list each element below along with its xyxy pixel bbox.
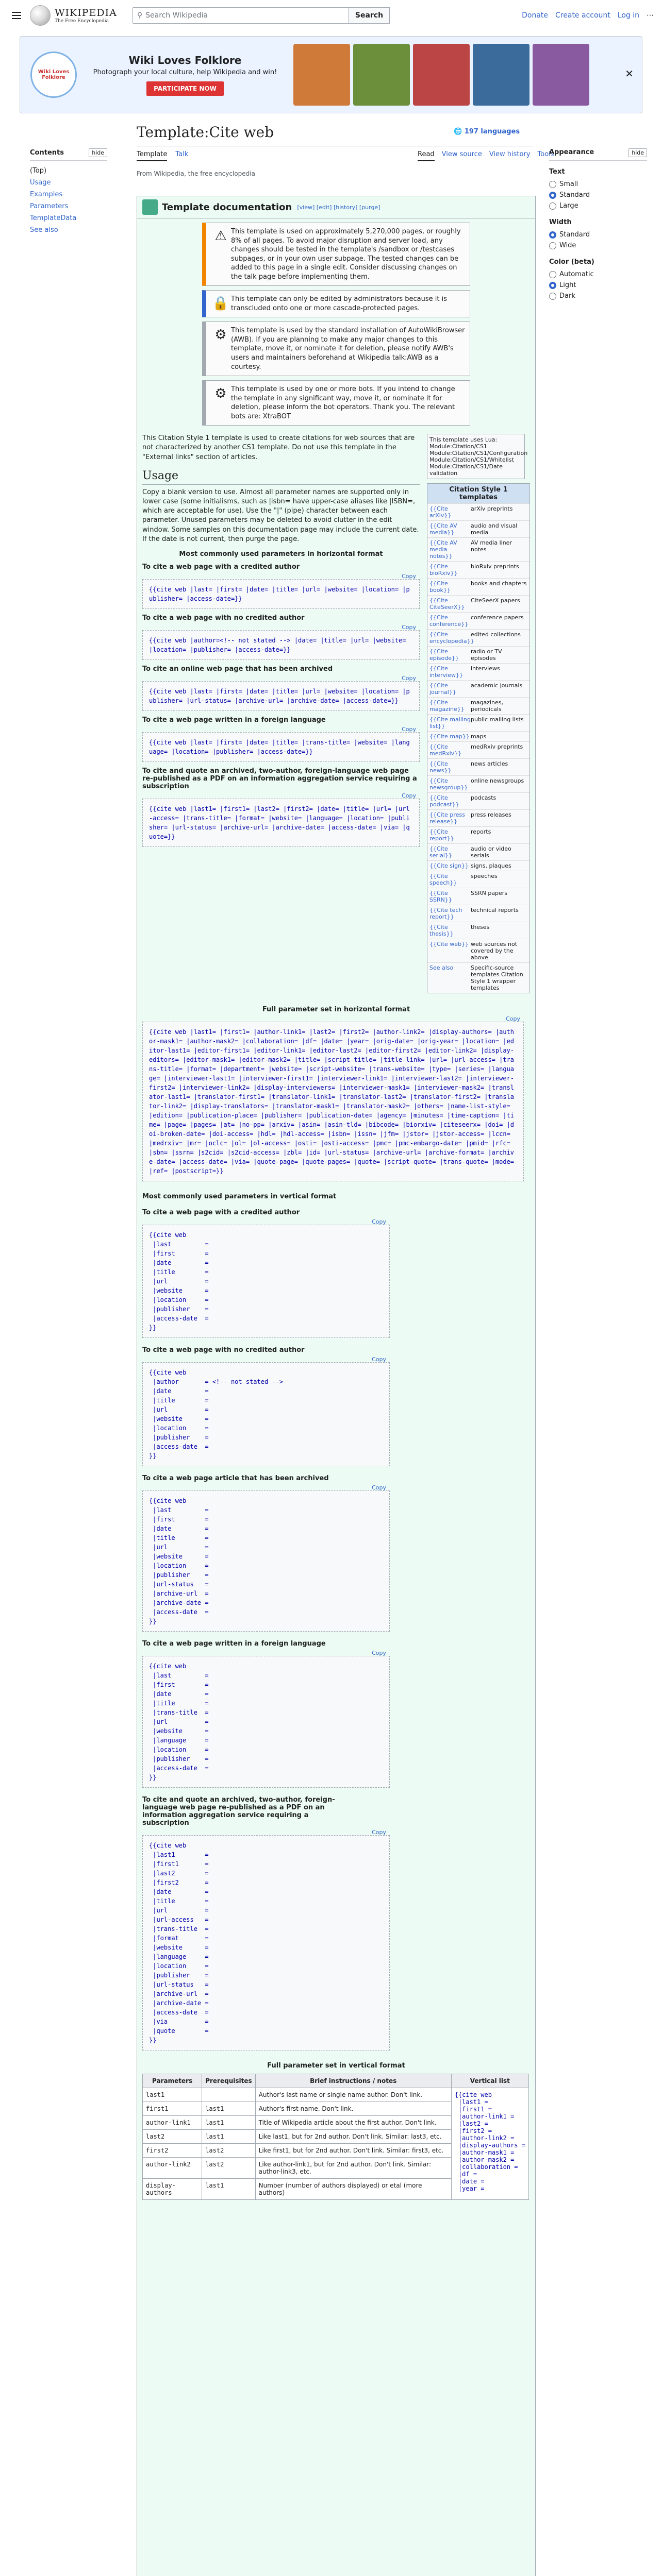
navbox-row (427, 537, 529, 561)
documentation-icon (142, 199, 158, 215)
code-vertical[interactable]: Copy {{cite web |last = |first = |date = |title = |url = |website = |location = |publisher = |url-status = |archive-url = |archive-date = |access-date = }} (142, 1490, 390, 1632)
language-count: 197 languages (464, 128, 520, 135)
code-vertical[interactable]: Copy {{cite web |last = |first = |date = |title = |trans-title = |url = |website = |language = |location = |publisher = |access-date = }} (142, 1656, 390, 1788)
navbox-description: online newsgroups (471, 777, 524, 785)
navbox-row (427, 888, 529, 905)
table-cell: display-authors (143, 2179, 202, 2200)
navbox-description: edited collections (471, 631, 521, 638)
table-cell: author-link2 (143, 2158, 202, 2179)
code-example[interactable]: Copy {{cite web |last= |first= |date= |title= |url= |website= |location= |publisher= |access-date=}} (142, 579, 420, 609)
navbox-description: bioRxiv preprints (471, 563, 519, 570)
navbox-row (427, 871, 529, 888)
table-cell: last2 (202, 2144, 255, 2158)
navbox-row (427, 646, 529, 663)
navbox-description: podcasts (471, 794, 496, 802)
code-example[interactable]: Copy {{cite web |last= |first= |date= |title= |trans-title= |website= |language= |location= |publisher= |access-date=}} (142, 732, 420, 762)
radio-text-large[interactable]: Large (549, 200, 647, 211)
navbox-template-link[interactable]: {{Cite mailing list}} (429, 716, 471, 730)
navbox-template-link[interactable]: {{Cite CiteSeerX}} (429, 597, 465, 611)
navbox-row (427, 758, 529, 775)
banner-subtitle: Photograph your local culture, help Wikipedia and win! (93, 68, 277, 76)
navbox-template-link[interactable]: See also (429, 964, 454, 972)
navbox-description: press releases (471, 811, 511, 819)
navbox-description: SSRN papers (471, 890, 508, 897)
intro-text: This Citation Style 1 template is used to create citations for web sources that are not characterized by another CS1 template. Do not use this template in the "External links" section of articles. (142, 434, 415, 461)
table-cell: last1 (202, 2116, 255, 2130)
more-options-icon[interactable]: ⋯ (647, 11, 654, 20)
navbox-description: reports (471, 828, 491, 836)
logo-tagline: The Free Encyclopedia (55, 19, 109, 24)
navbox-row (427, 741, 529, 758)
toc-item-parameters[interactable]: Parameters (30, 202, 69, 210)
radio-color-light[interactable]: Light (549, 280, 647, 291)
navbox-row (427, 792, 529, 809)
protection-notice: 🔒 This template can only be edited by administrators because it is transcluded onto one or more cascade-protected pages. (202, 290, 470, 317)
text-size-label: Text (549, 168, 565, 176)
navbox-row (427, 612, 529, 629)
code-example[interactable]: Copy {{cite web |author=<!-- not stated --> |date= |title= |url= |website= |location= |publisher= |access-date=}} (142, 630, 420, 660)
code-example[interactable]: Copy {{cite web |last1= |first1= |last2= |first2= |date= |title= |url= |url-access= |trans-title= |format= |website= |language= |location= |publisher= |url-status= |archive-url= |archive-date= |access-date= |via= |quote=}} (142, 799, 420, 847)
navbox-row (427, 578, 529, 595)
search-button[interactable]: Search (349, 7, 390, 24)
navbox-description: arXiv preprints (471, 505, 513, 513)
navbox-template-link[interactable]: {{Cite encyclopedia}} (429, 631, 474, 645)
code-vertical[interactable]: Copy {{cite web |last1 = |first1 = |last2 = |first2 = |date = |title = |url = |url-access = |trans-title = |format = |website = |language = |location = |publisher = |url-status = |archive-url = |archive-date = |access-date = |via = |quote = }} (142, 1835, 390, 2050)
navbox-row (427, 939, 529, 962)
parameters-table (142, 2074, 529, 2200)
navbox-description: radio or TV episodes (471, 648, 502, 662)
globe-icon (30, 5, 51, 26)
vertical-list-cell[interactable]: {{cite web |last1 = |first1 = |author-link1 = |last2 = |first2 = |author-link2 = |display-authors = |author-mask1 = |author-mask2 = |collaboration = |df = |date = |year = (451, 2088, 528, 2200)
navbox-row (427, 697, 529, 714)
navbox-row (427, 905, 529, 922)
awb-notice: ⚙ This template is used by the standard installation of AutoWikiBrowser (AWB). If you are planning to make any major changes to this template, move it, or nominate it for deletion, please notify AWB's users and maintainers beforehand at Wikipedia talk:AWB as a courtesy. (202, 321, 470, 376)
navbox-template-link[interactable]: {{Cite sign}} (429, 862, 469, 870)
navbox-template-link[interactable]: {{Cite journal}} (429, 682, 456, 696)
navbox-description: technical reports (471, 907, 519, 914)
example-heading: To cite a web page with a credited author (142, 563, 300, 571)
usage-heading: Usage (142, 469, 420, 485)
navbox-row (427, 629, 529, 646)
width-label: Width (549, 218, 572, 226)
table-cell: last1 (202, 2179, 255, 2200)
radio-color-automatic[interactable]: Automatic (549, 269, 647, 280)
participate-button[interactable]: PARTICIPATE NOW (146, 81, 224, 96)
table-header: Prerequisites (202, 2074, 255, 2088)
table-cell: Number (number of authors displayed) or etal (more authors) (255, 2179, 451, 2200)
namespace-tabs (137, 150, 188, 161)
navbox-row (427, 962, 529, 993)
navbox-template-link[interactable]: {{Cite press release}} (429, 811, 465, 825)
main-menu-button[interactable] (8, 7, 25, 24)
navbox-description: CiteSeerX papers (471, 597, 520, 604)
navbox-row (427, 503, 529, 520)
example-heading: To cite an online web page that has been archived (142, 665, 333, 673)
bot-notice: ⚙ This template is used by one or more bots. If you intend to change the template in any significant way, move it, or nominate it for deletion, please inform the bot operators. Thank you. The relevant bots are: XtraBOT (202, 380, 470, 426)
table-cell: last2 (143, 2130, 202, 2144)
navbox-template-link[interactable]: {{Cite map}} (429, 733, 470, 740)
usage-text: Copy a blank version to use. Almost all parameter names are supported only in lower case (some initialisms, such as |isbn= have upper-case aliases like |ISBN=, which are acceptable for use). Use the "|" (pipe) character between each parameter. Unused parameters may be deleted to avoid clutter in the edit window. Some samples on this documentation page may include the current date. If the date is not current, then purge the page. (142, 488, 419, 543)
search-icon: ⚲ (137, 11, 143, 20)
navbox-description: medRxiv preprints (471, 743, 523, 751)
navbox-template-link[interactable]: {{Cite medRxiv}} (429, 743, 462, 757)
navbox-description: books and chapters (471, 580, 527, 587)
documentation-title: Template documentation (162, 201, 292, 213)
appearance-panel (549, 148, 647, 301)
table-cell (202, 2088, 255, 2102)
example-heading: To cite a web page with a credited author (142, 1209, 300, 1217)
campaign-banner (20, 36, 642, 113)
navbox-description: news articles (471, 760, 508, 768)
example-heading: To cite a web page written in a foreign language (142, 716, 326, 724)
navbox-row (427, 731, 529, 741)
navbox-row (427, 520, 529, 537)
code-vertical[interactable]: Copy {{cite web |last = |first = |date = |title = |url = |website = |location = |publisher = |access-date = }} (142, 1225, 390, 1338)
copy-button[interactable]: Copy (506, 1015, 520, 1023)
copy-button[interactable]: Copy (402, 725, 416, 733)
code-example[interactable]: Copy {{cite web |last= |first= |date= |title= |url= |website= |location= |publisher= |url-status= |archive-url= |archive-date= |access-date=}} (142, 681, 420, 711)
wikipedia-logo[interactable] (30, 5, 117, 26)
citation-style-title: Citation Style 1 templates (427, 484, 529, 503)
code-full-horizontal[interactable]: Copy {{cite web |last1= |first1= |author-link1= |last2= |first2= |author-link2= |display-authors= |author-mask1= |author-mask2= |collaboration= |df= |date= |year= |orig-date= |orig-year= |location= |editor-last1= |editor-first1= |editor-link1= |editor-last2= |editor-first2= |editor-link2= |display-editors= |editor-mask1= |editor-mask2= |title= |script-title= |title-link= |url= |url-access= |trans-title= |format= |department= |website= |script-website= |trans-website= |type= |series= |language= |interviewer-last1= |interviewer-first1= |interviewer-link1= |interviewer-last2= |interviewer-first2= |interviewer-link2= |display-interviewers= |interviewer-mask1= |interviewer-mask2= |translator-last1= |translator-first1= |translator-link1= |translator-last2= |translator-first2= |translator-link2= |display-translators= |translator-mask1= |translator-mask2= |others= |name-list-style= |edition= |publication-place= |publisher= |publication-date= |agency= |minutes= |time-caption= |time= |page= |pages= |at= |no-pp= |arxiv= |asin= |asin-tld= |bibcode= |biorxiv= |citeseerx= |doi= |doi-broken-date= |doi-access= |hdl= |hdl-access= |isbn= |issn= |jfm= |jstor= |jstor-access= |lccn= |medrxiv= |mr= |oclc= |ol= |ol-access= |osti= |osti-access= |pmc= |pmc-embargo-date= |pmid= |rfc= |sbn= |ssrn= |s2cid= |s2cid-access= |zbl= |id= |url-status= |archive-url= |archive-format= |archive-date= |access-date= |via= |quote-page= |quote-pages= |quote= |script-quote= |trans-quote= |mode= |ref= |postscript=}} (142, 1022, 524, 1181)
table-header: Brief instructions / notes (255, 2074, 451, 2088)
navbox-template-link[interactable]: {{Cite newsgroup}} (429, 777, 468, 791)
tab-talk[interactable]: Talk (175, 150, 189, 158)
navbox-description: audio or video serials (471, 845, 511, 859)
copy-button[interactable]: Copy (402, 572, 416, 580)
awb-icon: ⚙ (214, 327, 227, 343)
table-cell: first1 (143, 2102, 202, 2116)
table-cell: Like last1, but for 2nd author. Don't link. Similar: last3, etc. (255, 2130, 451, 2144)
tab-template[interactable]: Template (137, 150, 167, 161)
table-cell: first2 (143, 2144, 202, 2158)
example-heading: To cite a web page article that has been archived (142, 1475, 329, 1483)
documentation-links[interactable]: [view] [edit] [history] [purge] (297, 204, 380, 211)
navbox-description: public mailing lists (471, 716, 524, 723)
full-horizontal-heading: Full parameter set in horizontal format (262, 1006, 410, 1014)
citation-style-navbox (427, 483, 530, 993)
toc-item-usage[interactable]: Usage (30, 179, 51, 187)
robot-icon: ⚙ (214, 386, 227, 402)
navbox-description: maps (471, 733, 487, 740)
lock-icon: 🔒 (212, 296, 229, 312)
view-tabs (418, 150, 554, 161)
create-account-link[interactable]: Create account (555, 11, 610, 20)
lua-notice: This template uses Lua: Module:Citation/CS1 Module:Citation/CS1/Configuration Module:Citation/CS1/Whitelist Module:Citation/CS1/Date validation (427, 434, 525, 479)
banner-photo (353, 44, 410, 106)
navbox-row (427, 860, 529, 871)
example-heading: To cite a web page written in a foreign language (142, 1640, 326, 1648)
navbox-row (427, 826, 529, 843)
navbox-template-link[interactable]: {{Cite tech report}} (429, 907, 462, 921)
radio-color-dark[interactable]: Dark (549, 291, 647, 301)
vertical-heading: Most commonly used parameters in vertical format (142, 1193, 337, 1201)
full-vertical-heading: Full parameter set in vertical format (267, 2062, 405, 2070)
copy-button[interactable]: Copy (372, 1356, 386, 1363)
navbox-template-link[interactable]: {{Cite episode}} (429, 648, 459, 662)
navbox-description: web sources not covered by the above (471, 941, 518, 961)
toc-item-examples[interactable]: Examples (30, 191, 63, 198)
navbox-template-link[interactable]: {{Cite news}} (429, 760, 452, 774)
table-cell: Like first1, but for 2nd author. Don't link. Similar: first3, etc. (255, 2144, 451, 2158)
copy-button[interactable]: Copy (402, 623, 416, 631)
radio-text-standard[interactable]: Standard (549, 190, 647, 200)
navbox-template-link[interactable]: {{Cite report}} (429, 828, 454, 842)
warning-icon: ⚠ (214, 228, 227, 244)
navbox-description: theses (471, 924, 490, 931)
toc-item-see-also[interactable]: See also (30, 226, 58, 234)
login-link[interactable]: Log in (617, 11, 639, 20)
navbox-template-link[interactable]: {{Cite interview}} (429, 665, 463, 679)
toc-title: Contents (30, 149, 64, 157)
table-header: Parameters (143, 2074, 202, 2088)
toc-item-templatedata[interactable]: TemplateData (30, 214, 77, 222)
appearance-title: Appearance (549, 148, 594, 156)
high-use-notice: ⚠ This template is used on approximately 5,270,000 pages, or roughly 8% of all pages. To avoid major disruption and server load, any changes should be tested in the template's /sandbox or /testcases subpages, or in your own user subpage. The tested changes can be added to this page in a single edit. Consider discussing changes on the talk page before implementing them. (202, 223, 470, 286)
navbox-row (427, 663, 529, 680)
language-button[interactable]: 🌐 197 languages (454, 128, 520, 135)
tab-view-source[interactable]: View source (441, 150, 482, 158)
tab-tools[interactable]: Tools (537, 150, 554, 158)
copy-button[interactable]: Copy (402, 792, 416, 799)
example-heading: To cite and quote an archived, two-author, foreign-language web page re-published as a PDF on an information aggregation service requiring a subscription (142, 1796, 335, 1827)
example-heading: To cite a web page with no credited author (142, 1346, 305, 1354)
navbox-description: AV media liner notes (471, 539, 512, 553)
example-heading: To cite a web page with no credited author (142, 614, 305, 622)
radio-width-wide[interactable]: Wide (549, 240, 647, 251)
table-header: Vertical list (451, 2074, 528, 2088)
table-of-contents (30, 148, 107, 236)
navbox-template-link[interactable]: {{Cite arXiv}} (429, 505, 452, 519)
logo-wordmark: WIKIPEDIA (55, 7, 117, 19)
navbox-template-link[interactable]: {{Cite conference}} (429, 614, 469, 628)
table-cell: last1 (202, 2102, 255, 2116)
template-documentation (137, 196, 536, 2576)
banner-title: Wiki Loves Folklore (128, 54, 242, 66)
copy-button[interactable]: Copy (372, 1829, 386, 1836)
navbox-template-link[interactable]: {{Cite speech}} (429, 873, 457, 887)
close-icon[interactable]: ✕ (625, 67, 634, 80)
search-form (133, 7, 390, 24)
radio-width-standard[interactable]: Standard (549, 229, 647, 240)
navbox-row (427, 775, 529, 792)
appearance-hide-button[interactable]: hide (628, 148, 647, 157)
site-sub: From Wikipedia, the free encyclopedia (137, 170, 255, 177)
copy-button[interactable]: Copy (372, 1484, 386, 1492)
banner-logo: Wiki Loves Folklore (30, 52, 77, 98)
toc-hide-button[interactable]: hide (89, 148, 107, 157)
navbox-row (427, 561, 529, 578)
table-cell: last2 (202, 2158, 255, 2179)
navbox-template-link[interactable]: {{Cite magazine}} (429, 699, 465, 713)
navbox-row (427, 809, 529, 826)
navbox-template-link[interactable]: {{Cite podcast}} (429, 794, 459, 808)
table-cell: last1 (143, 2088, 202, 2102)
table-cell: last1 (202, 2130, 255, 2144)
banner-photo (413, 44, 470, 106)
banner-photo (293, 44, 350, 106)
copy-button[interactable]: Copy (402, 674, 416, 682)
navbox-template-link[interactable]: {{Cite web}} (429, 941, 469, 948)
search-input[interactable] (133, 7, 349, 24)
navbox-row (427, 680, 529, 697)
example-heading: To cite and quote an archived, two-author, foreign-language web page re-published as a PDF on an information aggregation service requiring a subscription (142, 767, 417, 790)
copy-button[interactable]: Copy (372, 1218, 386, 1226)
navbox-description: signs, plaques (471, 862, 511, 870)
tab-view-history[interactable]: View history (489, 150, 531, 158)
donate-link[interactable]: Donate (522, 11, 549, 20)
navbox-template-link[interactable]: {{Cite thesis}} (429, 924, 454, 938)
toc-item-top[interactable]: (Top) (30, 167, 47, 175)
navbox-description: interviews (471, 665, 500, 672)
table-row (143, 2088, 529, 2102)
horizontal-heading: Most commonly used parameters in horizontal format (179, 550, 383, 558)
table-cell: author-link1 (143, 2116, 202, 2130)
navbox-template-link[interactable]: {{Cite serial}} (429, 845, 452, 859)
navbox-description: audio and visual media (471, 522, 518, 536)
table-cell: Author's last name or single name author. Don't link. (255, 2088, 451, 2102)
table-cell: Like author-link1, but for 2nd author. Don't link. Similar: author-link3, etc. (255, 2158, 451, 2179)
radio-text-small[interactable]: Small (549, 179, 647, 190)
navbox-template-link[interactable]: {{Cite AV media}} (429, 522, 457, 536)
search-placeholder: Search Wikipedia (145, 11, 208, 20)
copy-button[interactable]: Copy (372, 1650, 386, 1657)
navbox-description: speeches (471, 873, 498, 880)
site-header (0, 0, 662, 31)
navbox-template-link[interactable]: {{Cite book}} (429, 580, 451, 594)
color-label: Color (beta) (549, 258, 594, 266)
banner-photo (533, 44, 589, 106)
navbox-description: conference papers (471, 614, 524, 621)
tab-read[interactable]: Read (418, 150, 435, 161)
navbox-row (427, 714, 529, 731)
navbox-template-link[interactable]: {{Cite AV media notes}} (429, 539, 457, 560)
navbox-template-link[interactable]: {{Cite bioRxiv}} (429, 563, 458, 577)
navbox-description: Specific-source templates Citation Style 1 wrapper templates (471, 964, 523, 992)
navbox-description: academic journals (471, 682, 523, 689)
page-title: Template:Cite web (137, 124, 274, 141)
navbox-template-link[interactable]: {{Cite SSRN}} (429, 890, 452, 904)
table-cell: Title of Wikipedia article about the first author. Don't link. (255, 2116, 451, 2130)
navbox-row (427, 922, 529, 939)
navbox-row (427, 595, 529, 612)
navbox-row (427, 843, 529, 860)
banner-photos (293, 44, 589, 106)
banner-photo (473, 44, 529, 106)
navbox-description: magazines, periodicals (471, 699, 503, 713)
table-cell: Author's first name. Don't link. (255, 2102, 451, 2116)
code-vertical[interactable]: Copy {{cite web |author = <!-- not stated --> |date = |title = |url = |website = |location = |publisher = |access-date = }} (142, 1362, 390, 1466)
